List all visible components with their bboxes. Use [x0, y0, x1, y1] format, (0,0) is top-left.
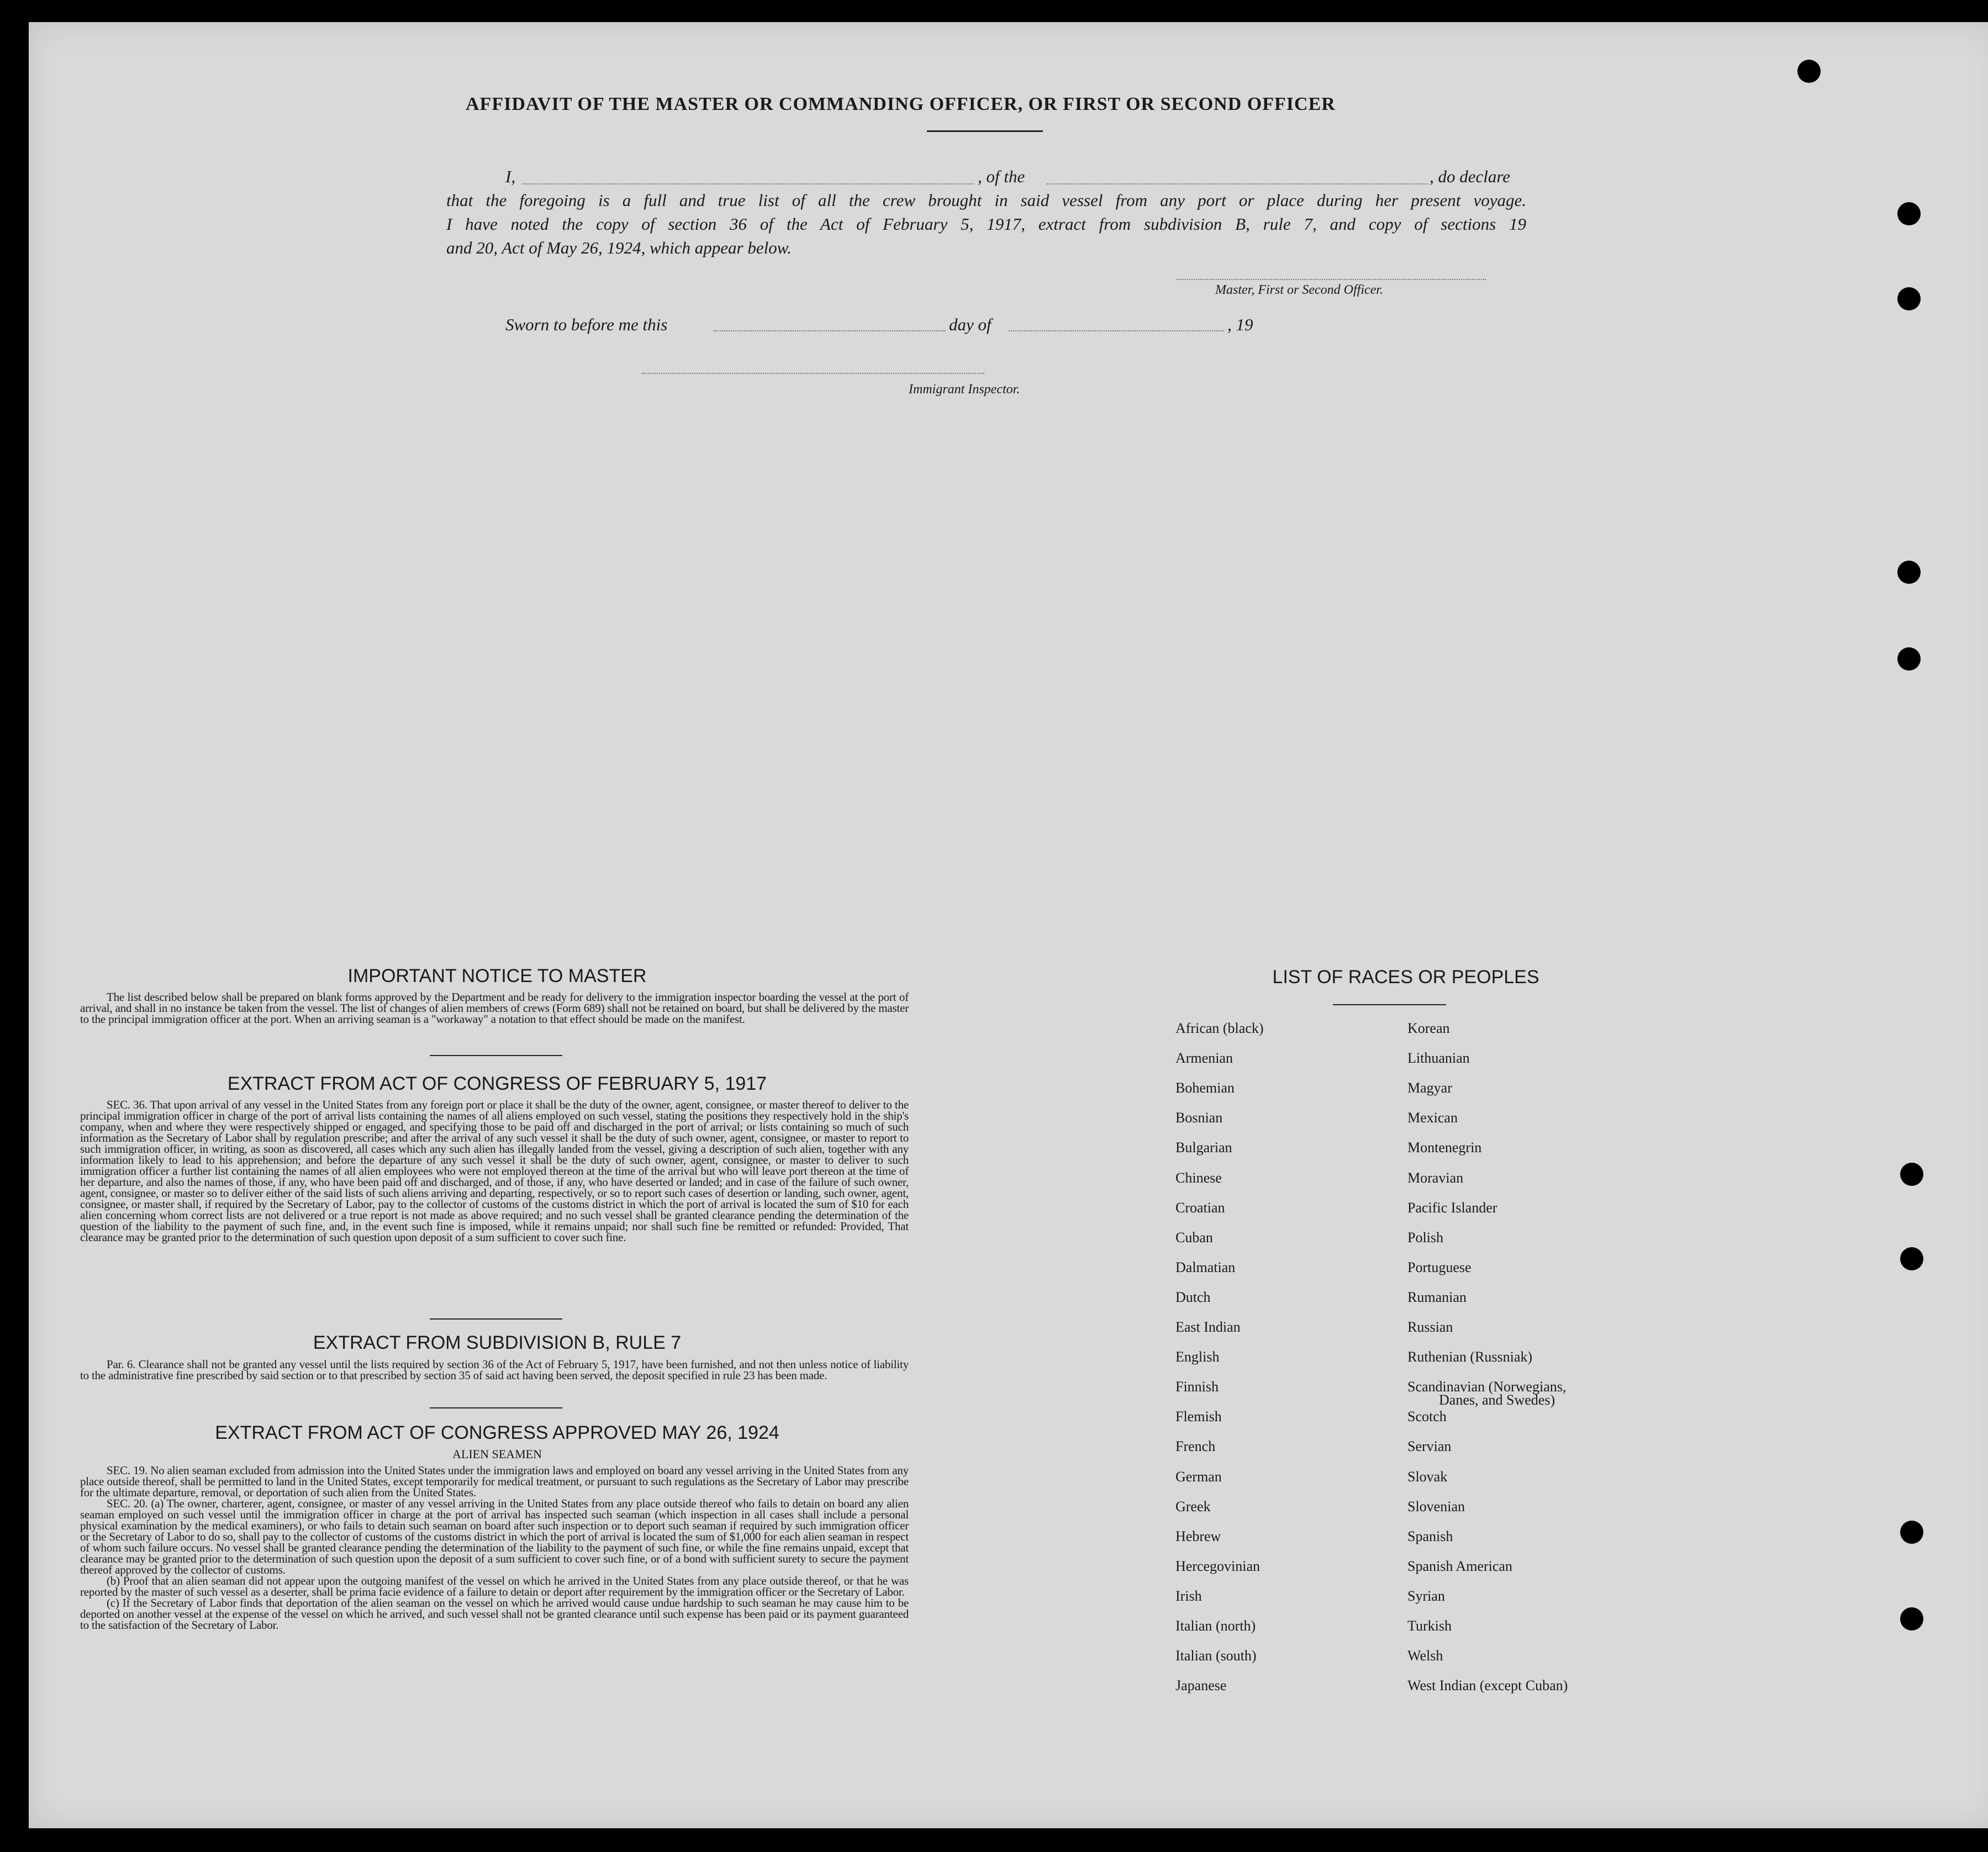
notice-text — [80, 991, 909, 1025]
sec-20a-paragraph: SEC. 20. (a) The owner, charterer, agent, consignee, or master of any vessel arriving in the United States from any place outside thereof who fails to detain on board any alien seaman employed on such vessel until the immigration officer in charge at the port of arrival has inspected such seaman (which inspection in all cases shall include a personal physical examination by the medical examiners), or who fails to detain such seaman on board after such inspection or to deport such seaman if required by such immigration officer or the Secretary of Labor to do so, shall pay to the collector of customs of the customs district in which the port of arrival is located the sum of $1,000 for each alien seaman in respect of whom such failure occurs. No vessel shall be granted clearance pending the determination of the liability to the payment of such fine, or while the fine remains unpaid, except that clearance may be granted prior to the determination of such question upon the deposit of a sum sufficient to cover such fine, or of a bond with sufficient surety to secure the payment thereof approved by the collector of customs. — [80, 1497, 909, 1576]
sworn-month-field[interactable] — [1009, 330, 1224, 331]
race-item: Montenegrin — [1407, 1139, 1482, 1156]
race-item: Pacific Islander — [1407, 1199, 1497, 1216]
race-item: Rumanian — [1407, 1289, 1467, 1305]
race-item: Dalmatian — [1175, 1259, 1236, 1275]
master-signature-label: Master, First or Second Officer. — [1215, 283, 1383, 297]
race-item: Lithuanian — [1407, 1050, 1470, 1067]
race-item: English — [1175, 1349, 1220, 1365]
extract-1924-text — [80, 1465, 909, 1631]
master-signature-field[interactable] — [1177, 279, 1486, 280]
punch-hole — [1900, 1521, 1923, 1544]
declaration-line-3: I have noted the copy of section 36 of the Act of February 5, 1917, extract from subdivision B, rule 7, and copy of sections 19 — [446, 214, 1526, 234]
race-item: Bulgarian — [1175, 1139, 1232, 1156]
race-item: German — [1175, 1468, 1222, 1485]
notice-paragraph: The list described below shall be prepared on blank forms approved by the Department and be ready for delivery to the immigration inspector boarding the vessel at the port of arrival, and shall in no instance be taken from the vessel. The list of changes of alien members of crews (Form 689) shall not be retained on board, but shall be delivered by the master to the principal immigration officer at the port. When an arriving seaman is a "workaway" a notation to that effect should be made on the manifest. — [80, 990, 909, 1026]
declaration-line-2: that the foregoing is a full and true list of all the crew brought in said vessel from any port or place during her present voyage. — [446, 191, 1526, 210]
declarant-name-field[interactable] — [522, 183, 974, 184]
race-item: Bosnian — [1175, 1110, 1223, 1126]
race-item: Flemish — [1175, 1408, 1222, 1425]
race-item: Welsh — [1407, 1648, 1443, 1664]
race-item: Hebrew — [1175, 1528, 1221, 1544]
alien-seamen-subheading: ALIEN SEAMEN — [452, 1447, 542, 1461]
sworn-day-field[interactable] — [714, 330, 946, 331]
race-item: Slovenian — [1407, 1498, 1465, 1515]
race-item: Scandinavian (Norwegians, — [1407, 1379, 1567, 1395]
declarant-label: I, — [505, 167, 516, 186]
races-heading-underline — [1333, 1004, 1446, 1005]
punch-hole — [1897, 647, 1921, 671]
race-item: Cuban — [1175, 1229, 1213, 1246]
race-item: West Indian (except Cuban) — [1407, 1677, 1568, 1694]
punch-hole — [1897, 561, 1921, 584]
sec-36-paragraph: SEC. 36. That upon arrival of any vessel in the United States from any foreign port or place it shall be the duty of the owner, agent, consignee, or master thereof to deliver to the principal immigration officer in charge of the port of arrival lists containing the names of all aliens employed on such vessel, stating the positions they respectively hold in the ship's company, when and where they were respectively shipped or engaged, and specifying those to be paid off and discharged in the port of arrival; or lists containing so much of such information as the Secretary of Labor shall by regulation prescribe; and after the arrival of any such vessel it shall be the duty of such owner, agent, consignee, or master to report to such immigration officer, in writing, as soon as discovered, all cases which any such alien has illegally landed from the vessel, giving a description of such alien, together with any information likely to lead to his apprehension; and before the departure of any such vessel it shall be the duty of such owner, agent, consignee, or master to deliver to such immigration officer a further list containing the names of all alien employees who were not employed thereon at the time of the arrival but who will leave port thereon at the time of her departure, and also the names of those, if any, who have been paid off and discharged, and of those, if any, who have deserted or landed; and in case of the failure of such owner, agent, consignee, or master so to deliver either of the said lists of such aliens arriving and departing, respectively, or so to report such cases of desertion or landing, such owner, agent, consignee, or master shall, if required by the Secretary of Labor, pay to the collector of customs of the customs district in which the port of arrival is located the sum of $10 for each alien concerning whom correct lists are not delivered or a true report is not made as above required; and no such vessel shall be granted clearance pending the determination of the question of the liability to the payment of such fine, and, in the event such fine is imposed, while it remains unpaid; nor shall such fine be remitted or refunded: Provided, That clearance may be granted prior to the determination of such question upon deposit of a sum sufficient to cover such fine. — [80, 1098, 909, 1244]
race-item: Italian (north) — [1175, 1618, 1256, 1634]
punch-hole — [1897, 287, 1921, 310]
do-declare-label: , do declare — [1430, 167, 1511, 186]
sec-20b-paragraph: (b) Proof that an alien seaman did not appear upon the outgoing manifest of the vessel on which he arrived in the United States from any place outside thereof, or that he was reported by the master of such vessel as a deserter, shall be prima facie evidence of a failure to detain or deport after requirement by the immigration officer or the Secretary of Labor. — [80, 1574, 909, 1598]
races-heading: LIST OF RACES OR PEOPLES — [1272, 967, 1539, 988]
of-the-label: , of the — [978, 167, 1025, 186]
race-item: Greek — [1175, 1498, 1211, 1515]
notice-heading: IMPORTANT NOTICE TO MASTER — [347, 965, 647, 986]
title-underline — [927, 130, 1043, 132]
race-item: Danes, and Swedes) — [1439, 1392, 1555, 1408]
race-item: Portuguese — [1407, 1259, 1472, 1275]
race-item: Magyar — [1407, 1080, 1452, 1096]
race-item: Scotch — [1407, 1408, 1447, 1425]
sec-19-paragraph: SEC. 19. No alien seaman excluded from admission into the United States under the immigration laws and employed on board any vessel arriving in the United States from any place outside thereof, shall be permitted to land in the United States, except temporarily for medical treatment, or pursuant to such regulations as the Secretary of Labor may prescribe for the ultimate departure, removal, or deportation of such alien from the United States. — [80, 1464, 909, 1499]
race-item: French — [1175, 1438, 1216, 1455]
rule-7-heading: EXTRACT FROM SUBDIVISION B, RULE 7 — [313, 1332, 682, 1353]
race-item: Italian (south) — [1175, 1648, 1257, 1664]
race-item: Polish — [1407, 1229, 1444, 1246]
race-item: Ruthenian (Russniak) — [1407, 1349, 1533, 1365]
punch-hole — [1900, 1163, 1923, 1186]
race-item: Mexican — [1407, 1110, 1458, 1126]
race-item: Croatian — [1175, 1199, 1225, 1216]
par-6-paragraph: Par. 6. Clearance shall not be granted any vessel until the lists required by section 36 of the Act of February 5, 1917, have been furnished, and not then unless notice of liability to the administrative fine prescribed by said section or to that prescribed by section 35 of said act having been served, the deposit specified in rule 23 has been made. — [80, 1358, 909, 1382]
declaration-line-4: and 20, Act of May 26, 1924, which appear below. — [446, 238, 792, 257]
sworn-label: Sworn to before me this — [505, 315, 668, 334]
race-item: Japanese — [1175, 1677, 1227, 1694]
race-item: Dutch — [1175, 1289, 1211, 1305]
extract-1917-heading: EXTRACT FROM ACT OF CONGRESS OF FEBRUARY 5, 1917 — [227, 1073, 767, 1094]
race-item: African (black) — [1175, 1020, 1264, 1036]
punch-hole — [1900, 1247, 1923, 1270]
extract-1917-text — [80, 1099, 909, 1243]
race-item: East Indian — [1175, 1319, 1241, 1335]
race-item: Irish — [1175, 1587, 1202, 1604]
day-of-label: day of — [949, 315, 992, 334]
year-label: , 19 — [1227, 315, 1253, 334]
race-item: Chinese — [1175, 1169, 1222, 1186]
race-item: Spanish American — [1407, 1558, 1512, 1574]
race-item: Spanish — [1407, 1528, 1453, 1544]
race-item: Korean — [1407, 1020, 1450, 1036]
affidavit-title: AFFIDAVIT OF THE MASTER OR COMMANDING OFFICER, OR FIRST OR SECOND OFFICER — [466, 94, 1336, 114]
section-divider — [430, 1407, 562, 1408]
inspector-signature-field[interactable] — [642, 373, 984, 374]
race-item: Hercegovinian — [1175, 1558, 1261, 1574]
race-item: Slovak — [1407, 1468, 1448, 1485]
race-item: Russian — [1407, 1319, 1453, 1335]
extract-1924-heading: EXTRACT FROM ACT OF CONGRESS APPROVED MAY 26, 1924 — [215, 1422, 779, 1443]
sec-20c-paragraph: (c) If the Secretary of Labor finds that deportation of the alien seaman on the vessel on which he arrived would cause undue hardship to such seaman he may cause him to be deported on another vessel at the expense of the vessel on which he arrived, and such vessel shall not be granted clearance until such expense has been paid or its payment guaranteed to the satisfaction of the Secretary of Labor. — [80, 1596, 909, 1632]
race-item: Finnish — [1175, 1379, 1219, 1395]
race-item: Armenian — [1175, 1050, 1233, 1067]
punch-hole — [1797, 60, 1821, 83]
race-item: Moravian — [1407, 1169, 1464, 1186]
rule-7-text — [80, 1359, 909, 1381]
section-divider — [430, 1318, 562, 1320]
race-item: Bohemian — [1175, 1080, 1235, 1096]
punch-hole — [1897, 202, 1921, 225]
section-divider — [430, 1055, 562, 1056]
race-item: Turkish — [1407, 1618, 1452, 1634]
race-item: Servian — [1407, 1438, 1452, 1455]
inspector-label: Immigrant Inspector. — [909, 382, 1020, 397]
race-item: Syrian — [1407, 1587, 1445, 1604]
vessel-name-field[interactable] — [1047, 183, 1428, 184]
punch-hole — [1900, 1607, 1923, 1631]
